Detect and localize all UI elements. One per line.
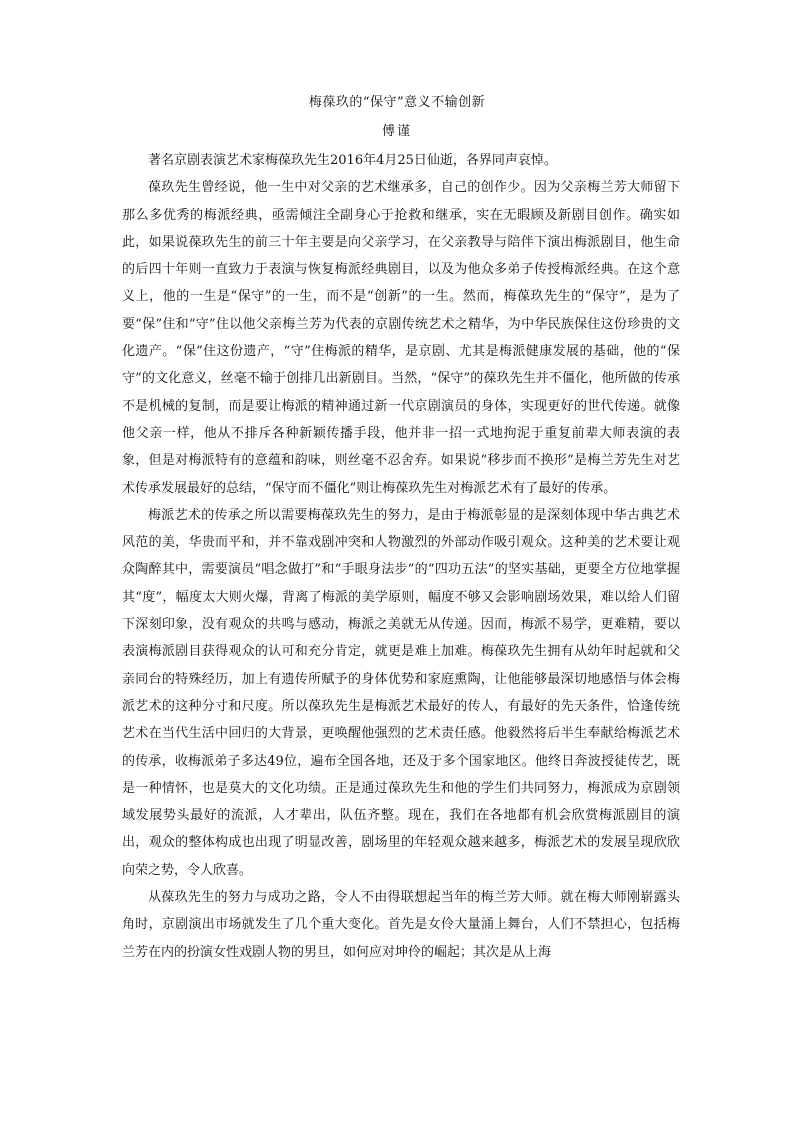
article-body	[122, 147, 680, 966]
paragraph-intro: 著名京剧表演艺术家梅葆玖先生2016年4月25日仙逝，各界同声哀悼。	[148, 153, 557, 168]
article-author: 傅谨	[381, 124, 412, 139]
paragraph-preservation: 葆玖先生曾经说，他一生中对父亲的艺术继承多，自己的创作少。因为父亲梅兰芳大师留下那么多优秀的梅派经典，亟需倾注全副身心于抢救和继承，实在无暇顾及新剧目创作。确实如此，如果说葆玖先生的前三十年主要是向父亲学习，在父亲教导与陪伴下演出梅派剧目，他生命的后四十年则一直致力于表演与恢复梅派经典剧目，以及为他众多弟子传授梅派经典。在这个意义上，他的一生是“保守”的一生，而不是“创新”的一生。然而，梅葆玖先生的“保守”，是为了要“保”住和“守”住以他父亲梅兰芳为代表的京剧传统艺术之精华，为中华民族保住这份珍贵的文化遗产。“保”住这份遗产，“守”住梅派的精华，是京剧、尤其是梅派健康发展的基础，他的“保守”的文化意义，丝毫不输于创排几出新剧目。当然，“保守”的葆玖先生并不僵化，他所做的传承不是机械的复制，而是要让梅派的精神通过新一代京剧演员的身体，实现更好的世代传递。就像他父亲一样，他从不排斥各种新颖传播手段，他并非一招一式地拘泥于重复前辈大师表演的表象，但是对梅派特有的意蕴和韵味，则丝毫不忍舍弃。如果说“移步而不换形”是梅兰芳先生对艺术传承发展最好的总结，“保守而不僵化”则让梅葆玖先生对梅派艺术有了最好的传承。	[122, 180, 680, 496]
paragraph-inheritance: 梅派艺术的传承之所以需要梅葆玖先生的努力，是由于梅派彰显的是深刻体现中华古典艺术风范的美，华贵而平和，并不靠戏剧冲突和人物激烈的外部动作吸引观众。这种美的艺术要让观众陶醉其中，需要演员“唱念做打”和“手眼身法步”的“四功五法”的坚实基础，更要全方位地掌握其“度”，幅度太大则火爆，背离了梅派的美学原则，幅度不够又会影响剧场效果，难以给人们留下深刻印象，没有观众的共鸣与感动，梅派之美就无从传递。因而，梅派不易学，更难精，要以表演梅派剧目获得观众的认可和充分肯定，就更是难上加难。梅葆玖先生拥有从幼年时起就和父亲同台的特殊经历，加上有遗传所赋予的身体优势和家庭熏陶，让他能够最深切地感悟与体会梅派艺术的这种分寸和尺度。所以葆玖先生是梅派艺术最好的传人，有最好的先天条件，恰逢传统艺术在当代生活中回归的大背景，更唤醒他强烈的艺术责任感。他毅然将后半生奉献给梅派艺术的传承，收梅派弟子多达49位，遍布全国各地，还及于多个国家地区。他终日奔波授徒传艺，既是一种情怀，也是莫大的文化功绩。正是通过葆玖先生和他的学生们共同努力，梅派成为京剧领域发展势头最好的流派，人才辈出，队伍齐整。现在，我们在各地都有机会欣赏梅派剧目的演出，观众的整体构成也出现了明显改善，剧场里的年轻观众越来越多，梅派艺术的发展呈现欣欣向荣之势，令人欣喜。	[122, 507, 680, 878]
paragraph-mei-lanfang: 从葆玖先生的努力与成功之路，令人不由得联想起当年的梅兰芳大师。就在梅大师刚崭露头角时，京剧演出市场就发生了几个重大变化。首先是女伶大量涌上舞台，人们不禁担心，包括梅兰芳在内的扮演女性戏剧人物的男旦，如何应对坤伶的崛起；其次是从上海	[122, 890, 680, 960]
article-title: 梅葆玖的“保守”意义不输创新	[308, 95, 486, 110]
